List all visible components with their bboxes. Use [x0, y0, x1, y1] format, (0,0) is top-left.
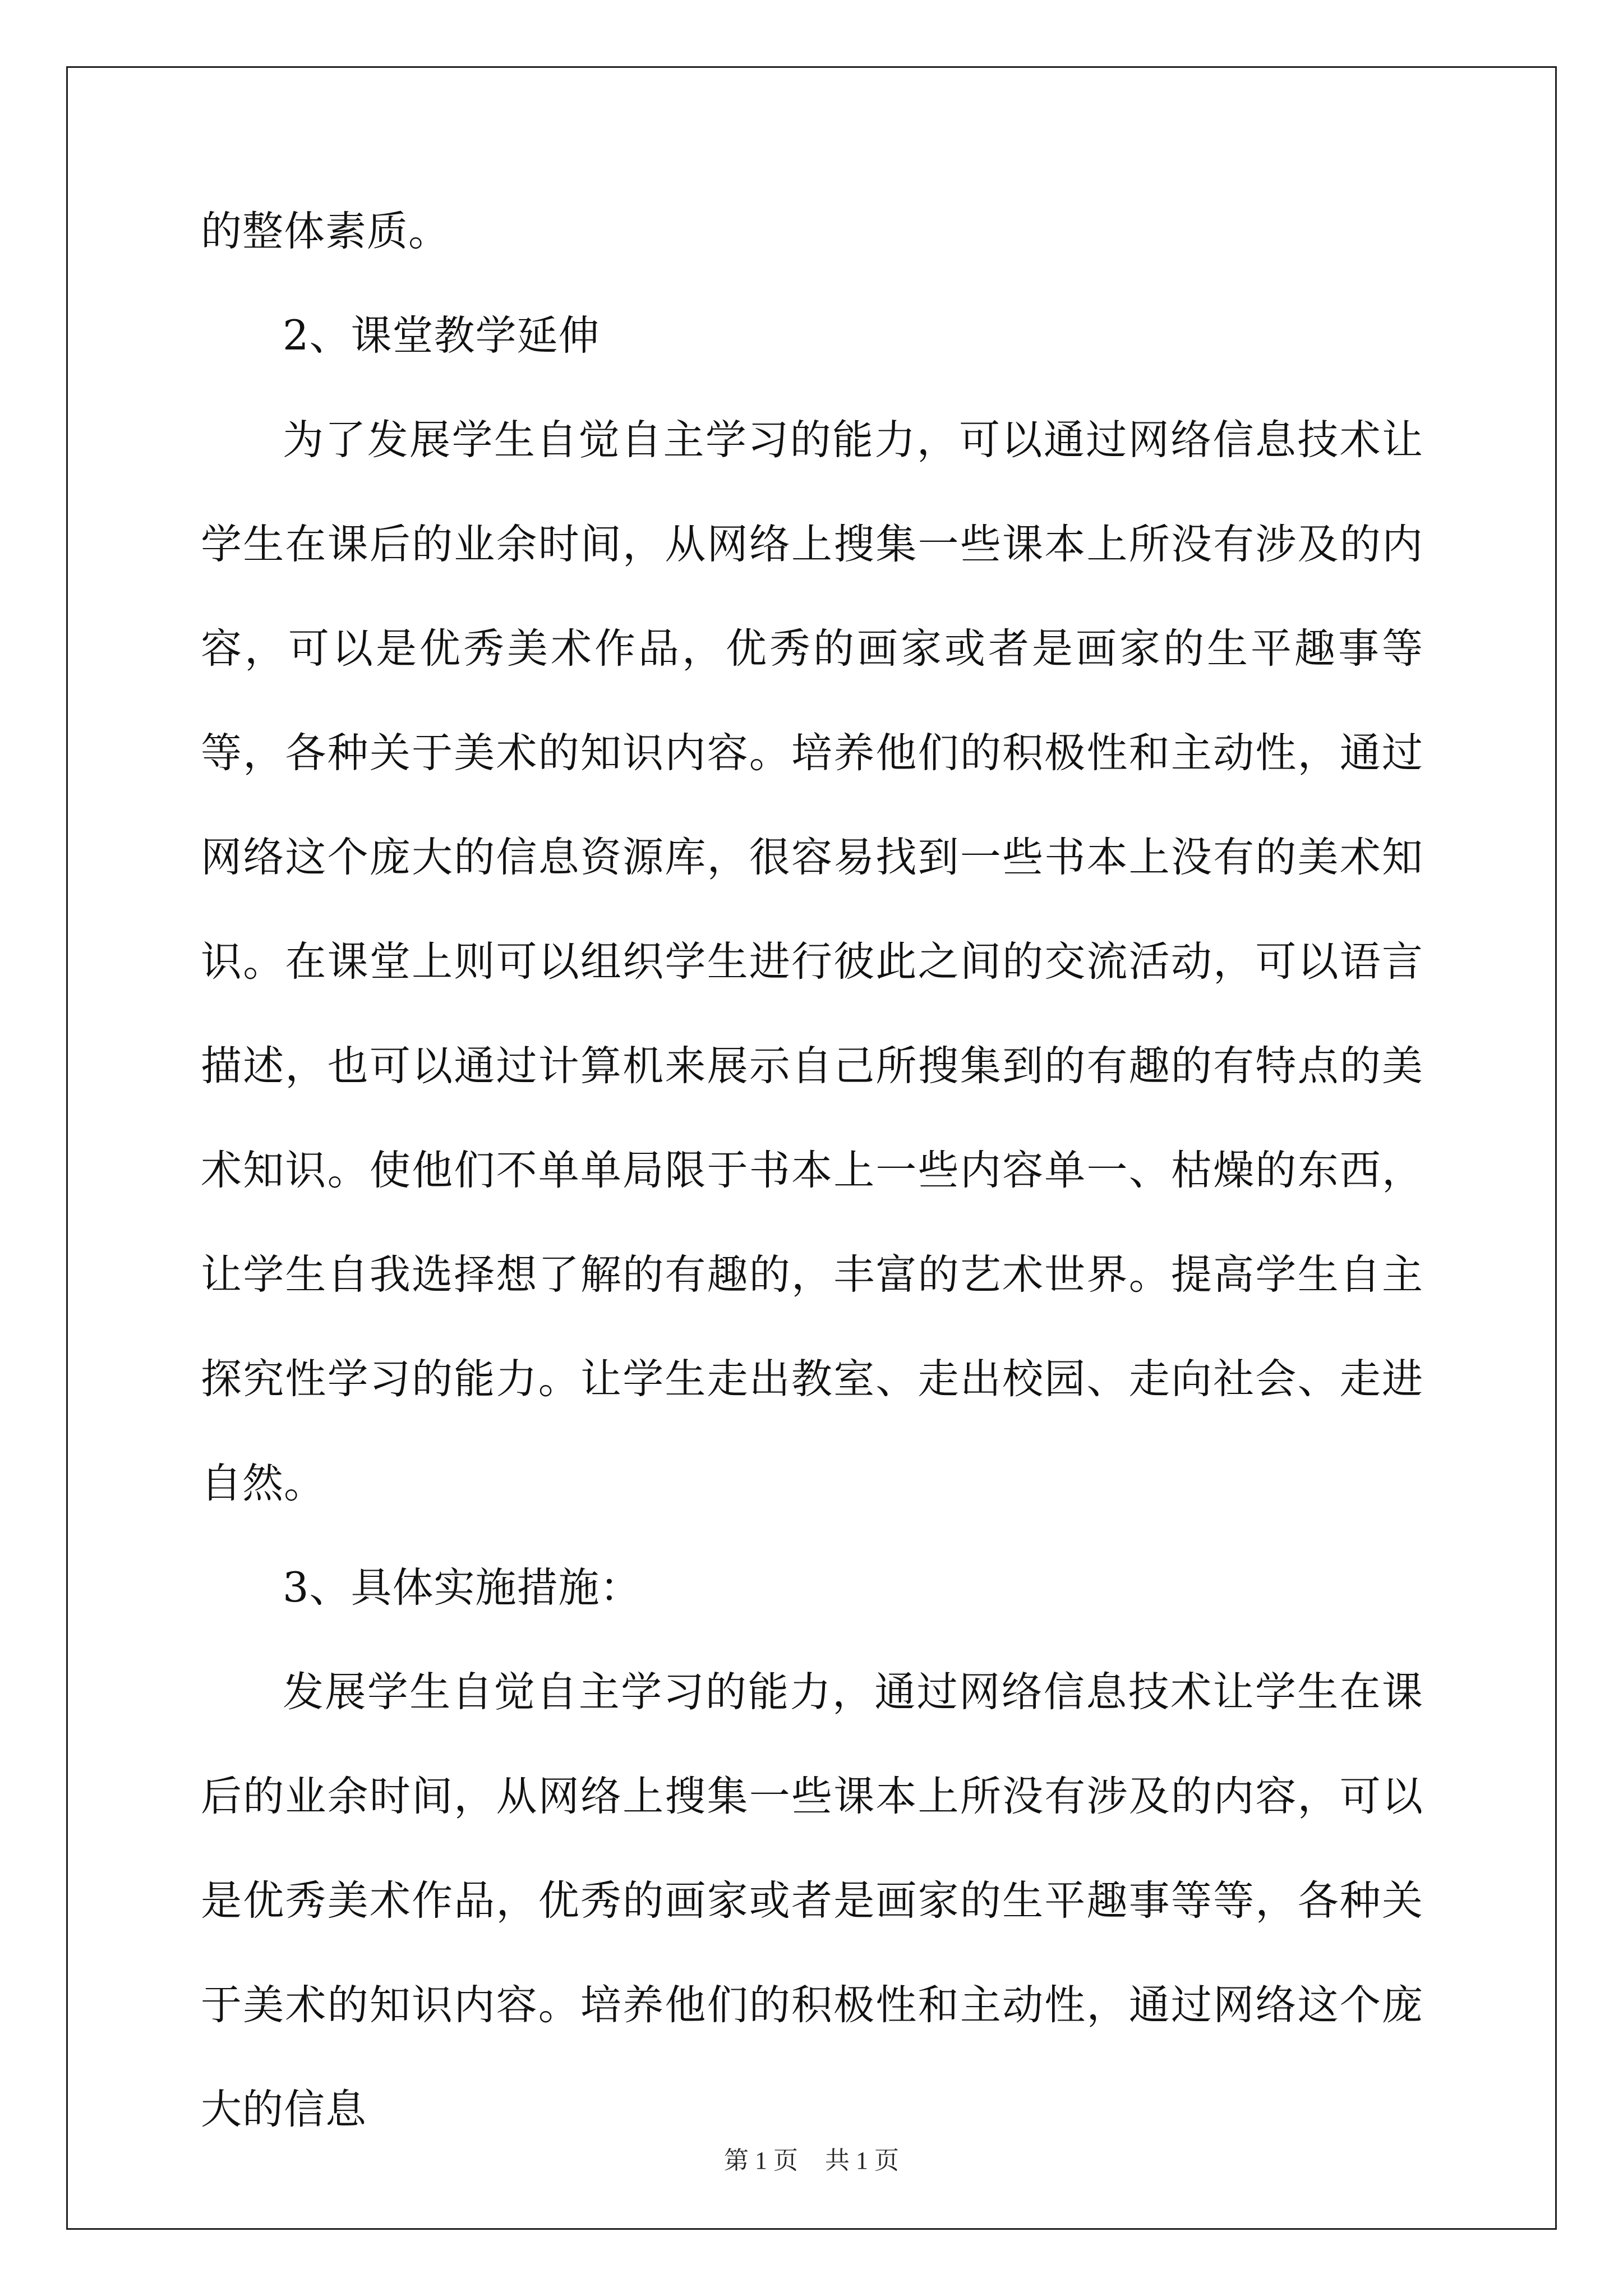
- section-heading: 3、具体实施措施：: [283, 1564, 642, 1612]
- paragraph: 发展学生自觉自主学习的能力，通过网络信息技术让学生在课后的业余时间，从网络上搜集一些课本上所没有涉及的内容，可以是优秀美术作品，优秀的画家或者是画家的生平趣事等等，各种关于美术的知识内容。培养他们的积极性和主动性，通过网络这个庞大的信息: [201, 1668, 1423, 2133]
- page-total: 共 1 页: [825, 2147, 899, 2174]
- document-body: [201, 180, 1423, 2162]
- paragraph: 为了发展学生自觉自主学习的能力，可以通过网络信息技术让学生在课后的业余时间，从网络上搜集一些课本上所没有涉及的内容，可以是优秀美术作品，优秀的画家或者是画家的生平趣事等等，各种关于美术的知识内容。培养他们的积极性和主动性，通过网络这个庞大的信息资源库，很容易找到一些书本上没有的美术知识。在课堂上则可以组织学生进行彼此之间的交流活动，可以语言描述，也可以通过计算机来展示自己所搜集到的有趣的有特点的美术知识。使他们不单单局限于书本上一些内容单一、枯燥的东西，让学生自我选择想了解的有趣的，丰富的艺术世界。提高学生自主探究性学习的能力。让学生走出教室、走出校园、走向社会、走进自然。: [201, 416, 1423, 1507]
- page-footer: [0, 2140, 1623, 2176]
- page-number: 第 1 页: [724, 2147, 798, 2174]
- section-heading: 2、课堂教学延伸: [283, 312, 600, 360]
- paragraph: 的整体素质。: [201, 208, 450, 255]
